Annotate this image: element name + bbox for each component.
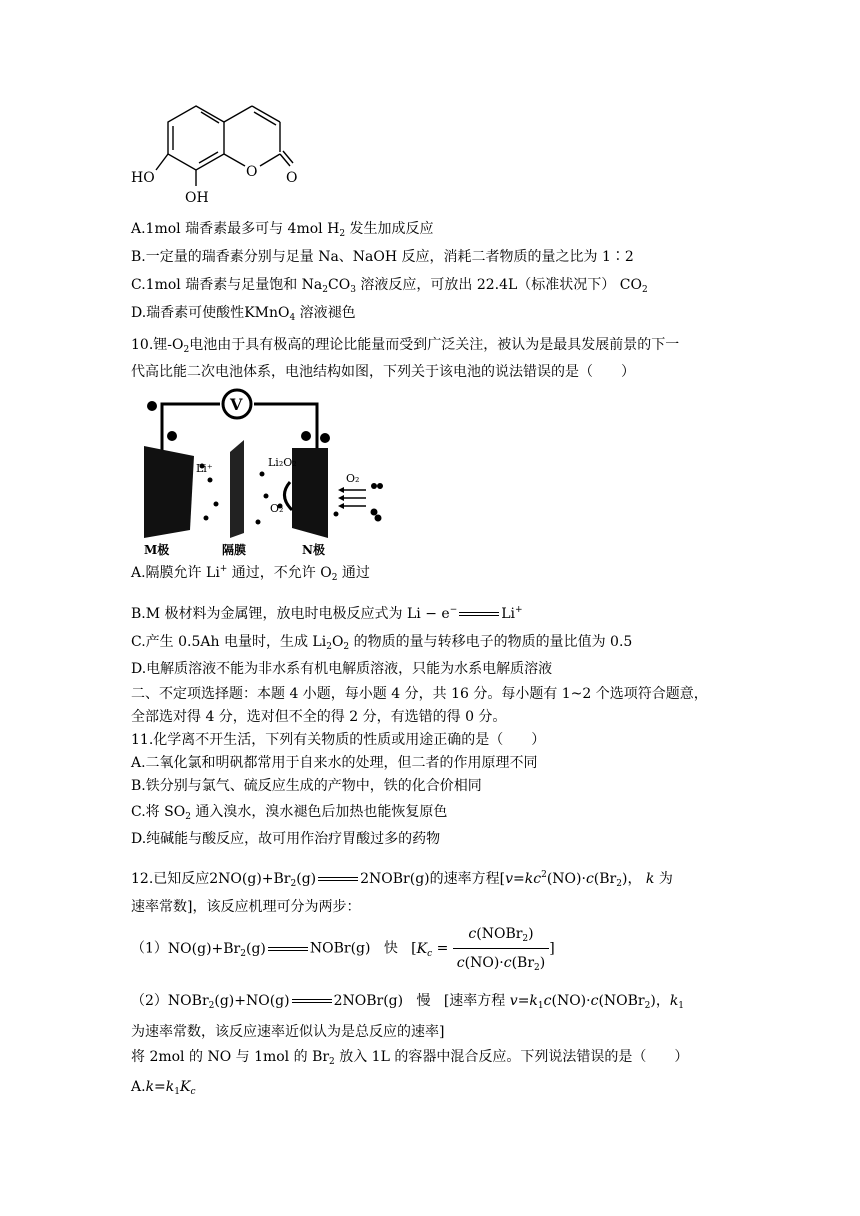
ho-label: HO (131, 170, 155, 186)
q10-option-a: A.隔膜允许 Li+ 通过，不允许 $O_2$ 通过 (131, 564, 370, 583)
q10-option-b: B.M 极材料为金属锂，放电时电极反应式为 Li − e− Li+ (131, 605, 523, 622)
li-o2-battery-diagram (132, 388, 392, 558)
q10-option-c: C.产生 0.5Ah 电量时，生成 $Li_2O_2$ 的物质的量与转移电子的物质的量比值为 0.5 (131, 634, 633, 652)
q9-option-c: C.1mol 瑞香素与足量饱和 $Na_2CO_3$ 溶液反应，可放出 22.4L（标准状况下） $CO_2$ (131, 277, 648, 295)
membrane (230, 440, 244, 538)
oh-label: OH (185, 190, 209, 206)
li-ion-label: Li⁺ (196, 462, 213, 475)
q12-step2: （2）NOBr$_2$(g)+NO(g) 2NOBr(g) 慢 [速率方程 $v=k_1c(NO)\cdot c(NOBr_2)$，$k_1$ (131, 993, 685, 1011)
daphnetin-structure (128, 92, 308, 207)
q12-stem-line2: 速率常数]，该反应机理可分为两步： (131, 899, 361, 915)
q12-step2-line2: 为速率常数，该反应速率近似认为是总反应的速率] (131, 1024, 445, 1040)
o2-right-label: O₂ (346, 472, 360, 485)
carbonyl-oxygen-label: O (286, 170, 298, 186)
q12-setup: 将 2mol 的 NO 与 1mol 的 $Br_2$ 放入 1L 的容器中混合反应。下列说法错误的是（ ） (131, 1049, 689, 1067)
m-electrode-label: M极 (144, 543, 170, 557)
q10-option-d: D.电解质溶液不能为非水系有机电解质溶液，只能为水系电解质溶液 (131, 661, 553, 677)
q10-stem-line1: 10.锂$-O_2$电池由于具有极高的理论比能量而受到广泛关注，被认为是最具发展前景的下一 (131, 337, 680, 355)
q12-step1: $(1)NO(g)+Br_2(g)$ NOBr(g) 快 [$K_c$ = $\frac{c(NOBr_2)}{c(NO)\cdot c(Br_2)}$ ] (131, 922, 555, 975)
section2-line1: 二、不定项选择题：本题 4 小题，每小题 4 分，共 16 分。每小题有 1~2 个选项符合题意， (131, 686, 708, 702)
q11-stem: 11.化学离不开生活，下列有关物质的性质或用途正确的是（ ） (131, 732, 546, 748)
q11-option-a: A.二氧化氯和明矾都常用于自来水的处理，但二者的作用原理不同 (131, 755, 538, 771)
q11-option-d: D.纯碱能与酸反应，故可用作治疗胃酸过多的药物 (131, 831, 441, 847)
q10-stem-line2: 代高比能二次电池体系，电池结构如图，下列关于该电池的说法错误的是（ ） (131, 364, 635, 380)
q9-option-a: A.1mol 瑞香素最多可与 4mol $H_2$ 发生加成反应 (131, 221, 434, 239)
q12-option-a: $A.k=k_1K_c$ (131, 1079, 196, 1097)
q11-option-c: C.将 $SO_2$ 通入溴水，溴水褪色后加热也能恢复原色 (131, 804, 448, 822)
section2-line2: 全部选对得 4 分，选对但不全的得 2 分，有选错的得 0 分。 (131, 709, 507, 725)
li2o2-label: Li₂O₂ (268, 456, 297, 469)
q9-option-b: B.一定量的瑞香素分别与足量 Na、NaOH 反应，消耗二者物质的量之比为 1∶2 (131, 249, 634, 265)
membrane-label: 隔膜 (222, 543, 247, 557)
q12-stem-line1: 12.已知反应$2NO(g)+Br_2(g)$ 2NOBr(g)的速率方程[$v=kc^2(NO)\cdot c(Br_2)$， k 为 (131, 870, 673, 889)
voltmeter-label: V (230, 395, 243, 414)
q11-option-b: B.铁分别与氯气、硫反应生成的产物中，铁的化合价相同 (131, 778, 482, 794)
m-electrode (144, 446, 194, 538)
n-electrode-label: N极 (302, 543, 325, 557)
ring-oxygen-label: O (246, 164, 258, 180)
n-electrode (292, 448, 328, 538)
o2-mid-label: O₂ (270, 502, 284, 515)
q9-option-d: D.瑞香素可使酸性KMnO$_4$ 溶液褪色 (131, 305, 356, 323)
